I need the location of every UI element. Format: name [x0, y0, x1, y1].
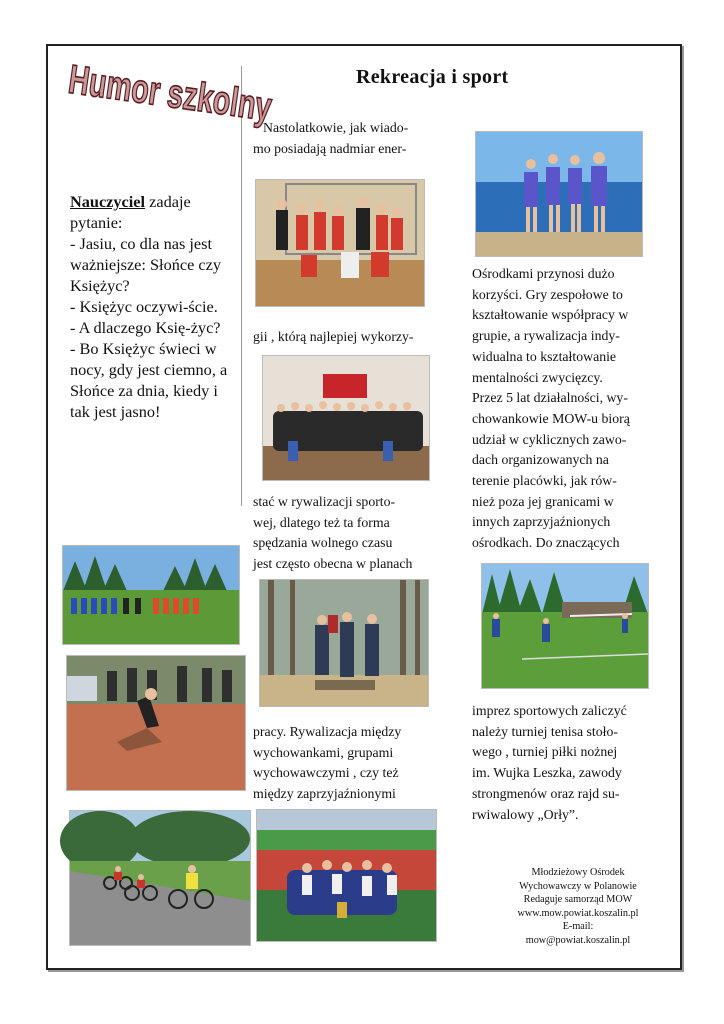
footer-line: Młodzieżowy Ośrodek: [531, 867, 625, 878]
text-line: strongmenów oraz rajd su-: [472, 785, 620, 801]
article-col2-part-b: [253, 327, 443, 348]
text-line: spędzania wolnego czasu: [253, 535, 393, 551]
footer-line: E-mail:: [562, 921, 594, 932]
logo-text: Humor szkolny: [65, 56, 275, 130]
joke-text: [70, 191, 235, 422]
photo-beach-team: [475, 131, 643, 257]
text-line: imprez sportowych zaliczyć: [472, 703, 627, 718]
joke-teacher: Nauczyciel: [70, 192, 146, 211]
joke-line: - A dlaczego Księ-życ?: [70, 318, 221, 337]
text-line: ośrodkach. Do znaczących: [472, 535, 620, 551]
text-line: nież poza jej granicami w: [472, 493, 614, 509]
photo-football-field: [62, 545, 240, 645]
text-line: stać w rywalizacji sporto-: [253, 494, 396, 509]
article-col3-part-b: [472, 701, 672, 825]
photo-group-hall: [262, 355, 430, 481]
text-line: Nastolatkowie, jak wiado-: [263, 120, 409, 135]
text-line: pracy. Rywalizacja między: [253, 724, 402, 739]
photo-indoor-team: [255, 179, 425, 307]
joke-line: - Księżyc oczywi-ście.: [70, 297, 218, 316]
text-line: należy turniej tenisa stoło-: [472, 723, 618, 739]
photo-volleyball-field: [481, 563, 649, 689]
text-line: kształtowanie współpracy w: [472, 307, 629, 323]
photo-cycling: [69, 810, 251, 946]
article-col2-part-c: [253, 492, 443, 575]
text-line: mentalności zwycięzcy.: [472, 369, 603, 385]
text-line: między zaprzyjaźnionymi: [253, 786, 396, 802]
photo-forest-group: [259, 579, 429, 707]
joke-line: zadaje pytanie:: [70, 192, 191, 232]
text-line: wej, dlatego też ta forma: [253, 514, 390, 530]
article-col2-part-d: [253, 722, 443, 805]
joke-line: - Bo Księżyc świeci w nocy, gdy jest ciemno, a Słońce za dnia, kiedy i tak jest jasno!: [70, 339, 228, 421]
column-divider: [241, 66, 242, 506]
text-line: innych zaprzyjaźnionych: [472, 514, 611, 530]
footer-line: Redaguje samorząd MOW: [523, 894, 633, 905]
footer-line: Wychowawczy w Polanowie: [519, 880, 637, 892]
text-line: rwiwalowy „Orły”.: [472, 806, 579, 822]
text-line: jest często obecna w planach: [253, 556, 413, 572]
footer-website: www.mow.powiat.koszalin.pl: [517, 907, 639, 919]
text-line: wego , turniej piłki nożnej: [472, 744, 618, 760]
article-col3-part-a: [472, 264, 672, 554]
text-line: chowankowie MOW-u biorą: [472, 410, 630, 426]
text-line: mo posiadają nadmiar ener-: [253, 140, 407, 156]
text-line: wychowankami, grupami: [253, 744, 394, 760]
text-line: Ośrodkami przynosi dużo: [472, 266, 615, 281]
page-title: Rekreacja i sport: [356, 66, 509, 88]
article-col2-part-a: [253, 118, 443, 159]
photo-running-race: [66, 655, 246, 791]
text-line: gii , którą najlepiej wykorzy-: [253, 329, 414, 344]
text-line: wychowawczymi , czy też: [253, 765, 399, 781]
footer-email: mow@powiat.koszalin.pl: [525, 934, 631, 946]
joke-line: - Jasiu, co dla nas jest ważniejsze: Słońce czy Księżyc?: [70, 234, 221, 295]
text-line: widualna to kształtowanie: [472, 348, 617, 364]
text-line: terenie placówki, jak rów-: [472, 473, 617, 489]
text-line: Przez 5 lat działalności, wy-: [472, 390, 628, 406]
text-line: udział w cyklicznych zawo-: [472, 431, 627, 447]
text-line: dach organizowanych na: [472, 452, 609, 468]
photo-team-trophy: [256, 809, 437, 942]
humor-szkolny-logo: [65, 56, 275, 130]
text-line: grupie, a rywalizacja indy-: [472, 328, 620, 344]
text-line: im. Wujka Leszka, zawody: [472, 765, 622, 781]
text-line: korzyści. Gry zespołowe to: [472, 286, 623, 302]
footer-contact: [493, 866, 663, 947]
